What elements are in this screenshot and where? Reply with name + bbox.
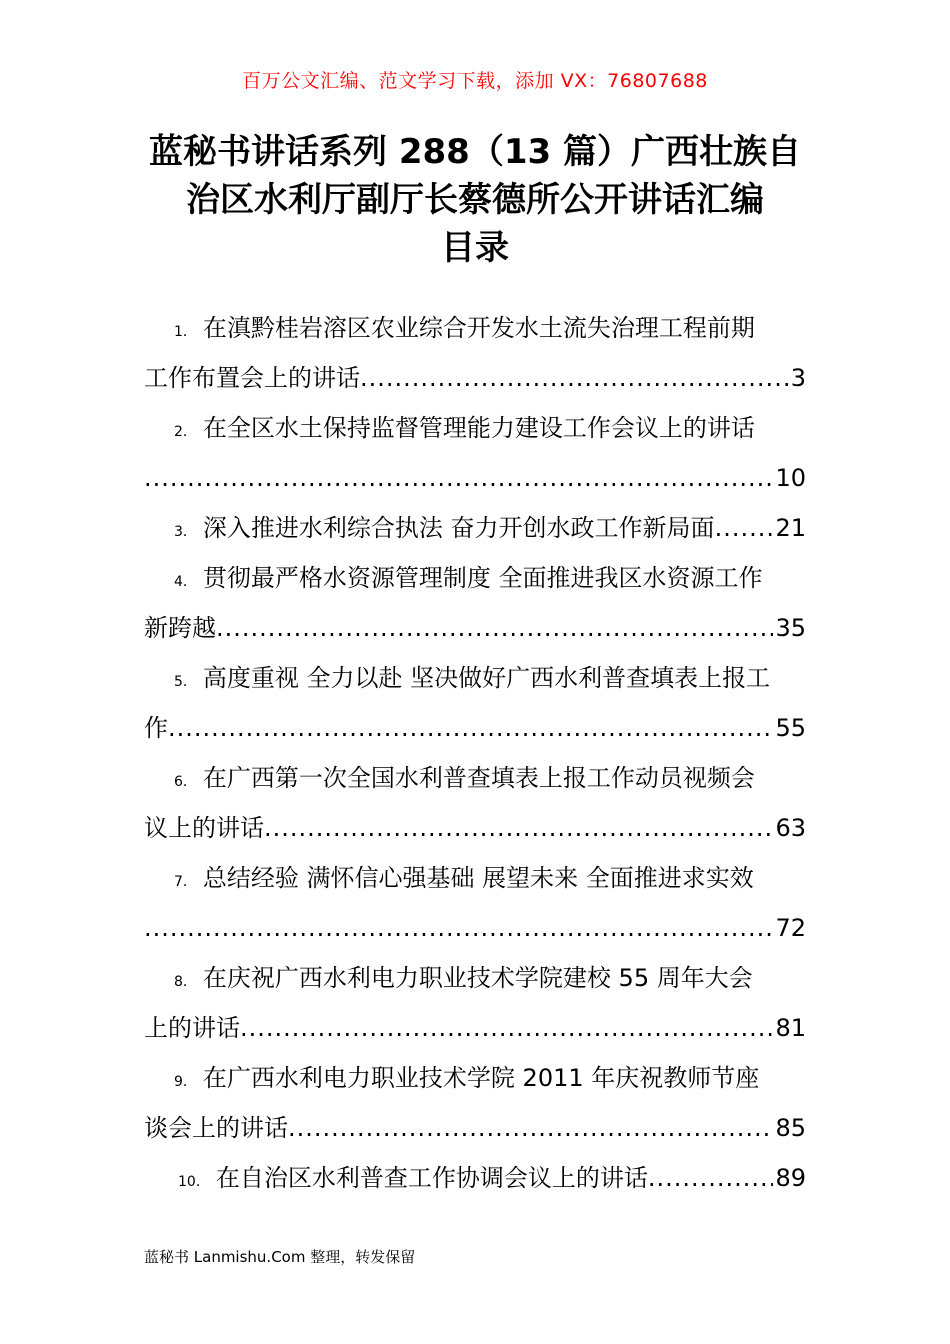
toc-entry-3[interactable]: [144, 503, 806, 553]
toc-entry-title: 在广西第一次全国水利普查填表上报工作动员视频会: [202, 764, 755, 792]
toc-entry-title-cont: 作: [144, 714, 168, 742]
header-banner: 百万公文汇编、范文学习下载，添加 VX：76807688: [242, 70, 708, 92]
toc-entry-number: 3．: [174, 524, 197, 540]
dot-leader: [168, 703, 773, 753]
dot-leader: [288, 1103, 773, 1153]
toc-entry-title-cont: 上的讲话: [144, 1014, 240, 1042]
toc-entry-title: 在庆祝广西水利电力职业技术学院建校 55 周年大会: [202, 964, 753, 992]
toc-page-number: 85: [775, 1114, 806, 1142]
toc-entry-number: 9．: [174, 1074, 197, 1090]
toc-entry-title: 深入推进水利综合执法 奋力开创水政工作新局面: [202, 514, 715, 542]
toc-page-number: 81: [775, 1014, 806, 1042]
toc-entry-title-cont: 谈会上的讲话: [144, 1114, 288, 1142]
toc-entry-title-cont: 新跨越: [144, 614, 216, 642]
toc-page-number: 3: [790, 364, 806, 392]
toc-entry-6[interactable]: [144, 753, 806, 853]
toc-page-number: 89: [775, 1164, 806, 1192]
toc-page-number: 63: [775, 814, 806, 842]
toc-entry-number: 5．: [174, 674, 197, 690]
toc-entry-9[interactable]: [144, 1053, 806, 1153]
toc-entry-title: 贯彻最严格水资源管理制度 全面推进我区水资源工作: [202, 564, 763, 592]
toc-entry-number: 10．: [178, 1174, 210, 1190]
title-line-1: 蓝秘书讲话系列 288（13 篇）广西壮族自: [149, 132, 801, 172]
toc-entry-title: 在自治区水利普查工作协调会议上的讲话: [215, 1164, 648, 1192]
toc-page-number: 72: [775, 914, 806, 942]
toc-entry-number: 2．: [174, 424, 197, 440]
toc-entry-1[interactable]: [144, 303, 806, 403]
dot-leader: [240, 1003, 773, 1053]
dot-leader: [360, 353, 789, 403]
dot-leader: [648, 1153, 774, 1203]
toc-entry-4[interactable]: [144, 553, 806, 653]
toc-page-number: 35: [775, 614, 806, 642]
toc-entry-7[interactable]: [144, 853, 806, 953]
dot-leader: [144, 903, 773, 953]
toc-entry-title: 在广西水利电力职业技术学院 2011 年庆祝教师节座: [202, 1064, 760, 1092]
toc-entry-title: 总结经验 满怀信心强基础 展望未来 全面推进求实效: [202, 864, 754, 892]
toc-page-number: 10: [775, 464, 806, 492]
toc-entry-number: 7．: [174, 874, 197, 890]
toc-entry-5[interactable]: [144, 653, 806, 753]
dot-leader: [216, 603, 773, 653]
toc-entry-number: 8．: [174, 974, 197, 990]
toc-entry-title: 在全区水土保持监督管理能力建设工作会议上的讲话: [202, 414, 755, 442]
toc-entry-title-cont: 工作布置会上的讲话: [144, 364, 360, 392]
title-line-3: 目录: [441, 228, 509, 268]
title-line-2: 治区水利厅副厅长蔡德所公开讲话汇编: [186, 180, 764, 220]
page-title: [130, 128, 820, 272]
toc-page-number: 55: [775, 714, 806, 742]
toc-entry-2[interactable]: [144, 403, 806, 503]
toc-entry-number: 6．: [174, 774, 197, 790]
dot-leader: [144, 453, 773, 503]
toc-entry-8[interactable]: [144, 953, 806, 1053]
dot-leader: [264, 803, 773, 853]
toc-entry-number: 4．: [174, 574, 197, 590]
toc-entry-10[interactable]: [144, 1153, 806, 1203]
toc-entry-title: 在滇黔桂岩溶区农业综合开发水土流失治理工程前期: [202, 314, 755, 342]
toc-page-number: 21: [775, 514, 806, 542]
toc-entry-title: 高度重视 全力以赴 坚决做好广西水利普查填表上报工: [202, 664, 771, 692]
toc-entry-number: 1．: [174, 324, 197, 340]
table-of-contents: [144, 303, 806, 1203]
toc-entry-title-cont: 议上的讲话: [144, 814, 264, 842]
footer-note: 蓝秘书 Lanmishu.Com 整理，转发保留: [144, 1248, 416, 1266]
dot-leader: [715, 503, 774, 553]
